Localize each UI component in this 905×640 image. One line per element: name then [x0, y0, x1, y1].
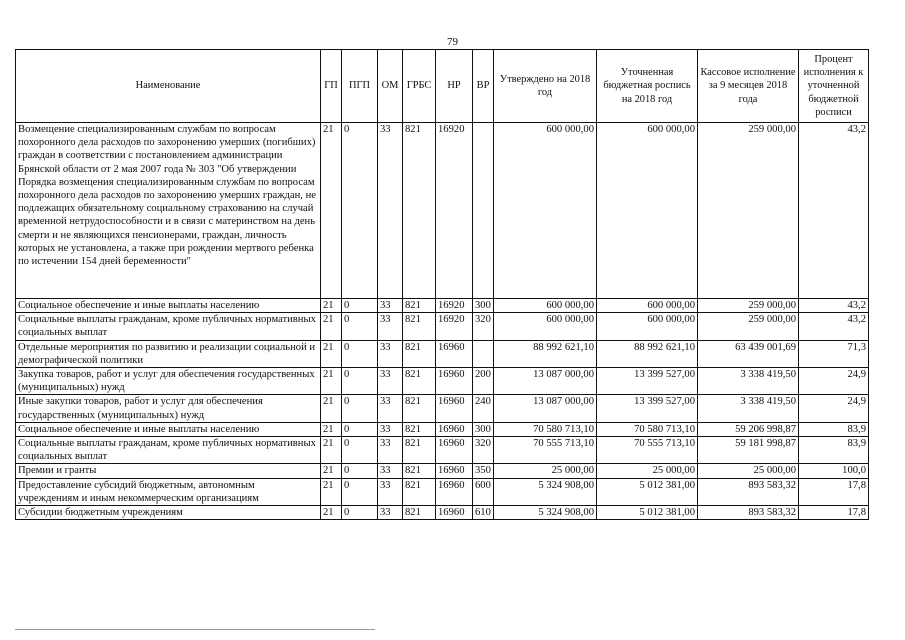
cell-refined: 88 992 621,10: [597, 340, 698, 367]
cell-refined: 13 399 527,00: [597, 368, 698, 395]
cell-refined: 25 000,00: [597, 464, 698, 478]
cell-vr: [473, 123, 494, 299]
col-header-percent: Процент исполнения к уточненной бюджетной росписи: [799, 50, 869, 123]
cell-vr: 610: [473, 506, 494, 520]
cell-cash: 259 000,00: [698, 123, 799, 299]
cell-gp: 21: [321, 368, 342, 395]
cell-approved: 13 087 000,00: [494, 368, 597, 395]
cell-approved: 600 000,00: [494, 123, 597, 299]
cell-nr: 16960: [436, 422, 473, 436]
cell-refined: 5 012 381,00: [597, 478, 698, 505]
cell-approved: 5 324 908,00: [494, 506, 597, 520]
cell-pgp: 0: [342, 478, 378, 505]
cell-gp: 21: [321, 478, 342, 505]
table-row: [16, 123, 869, 299]
cell-approved: 25 000,00: [494, 464, 597, 478]
cell-nr: 16960: [436, 506, 473, 520]
table-row: [16, 437, 869, 464]
col-header-approved: Утверждено на 2018 год: [494, 50, 597, 123]
cell-nr: 16960: [436, 464, 473, 478]
cell-approved: 70 580 713,10: [494, 422, 597, 436]
cell-vr: 600: [473, 478, 494, 505]
table-row: [16, 506, 869, 520]
cell-name: Социальное обеспечение и иные выплаты населению: [16, 299, 321, 313]
cell-name: Иные закупки товаров, работ и услуг для обеспечения государственных (муниципальных) нужд: [16, 395, 321, 422]
cell-pgp: 0: [342, 437, 378, 464]
cell-gp: 21: [321, 437, 342, 464]
col-header-refined: Уточненная бюджетная роспись на 2018 год: [597, 50, 698, 123]
cell-pgp: 0: [342, 422, 378, 436]
cell-refined: 600 000,00: [597, 299, 698, 313]
cell-percent: 24,9: [799, 368, 869, 395]
cell-cash: 893 583,32: [698, 478, 799, 505]
cell-percent: 24,9: [799, 395, 869, 422]
cell-name: Социальные выплаты гражданам, кроме публичных нормативных социальных выплат: [16, 313, 321, 340]
header-row: [16, 50, 869, 123]
cell-nr: 16920: [436, 313, 473, 340]
cell-approved: 600 000,00: [494, 313, 597, 340]
cell-pgp: 0: [342, 340, 378, 367]
cell-percent: 43,2: [799, 123, 869, 299]
cell-cash: 259 000,00: [698, 299, 799, 313]
cell-grbs: 821: [403, 478, 436, 505]
cell-grbs: 821: [403, 368, 436, 395]
cell-gp: 21: [321, 123, 342, 299]
cell-percent: 83,9: [799, 437, 869, 464]
cell-refined: 70 555 713,10: [597, 437, 698, 464]
cell-om: 33: [378, 395, 403, 422]
cell-grbs: 821: [403, 395, 436, 422]
cell-refined: 70 580 713,10: [597, 422, 698, 436]
cell-nr: 16920: [436, 123, 473, 299]
cell-percent: 100,0: [799, 464, 869, 478]
cell-pgp: 0: [342, 299, 378, 313]
cell-nr: 16960: [436, 368, 473, 395]
cell-name: Возмещение специализированным службам по вопросам похоронного дела расходов по захоронению умерших (погибших) граждан в соответствии с постановлением администрации Брянской области от 2 мая 2007 года № 303 "Об утверждении Порядка возмещения специализированным службам по вопросам похоронного дела расходов по захоронению умерших граждан, не подлежащих обязательному социальному страхованию на случай временной нетрудоспособности и в связи с материнством на день смерти и не являющихся пенсионерами, граждан, личность которых не установлена, а также при рождении мертвого ребенка по истечении 154 дней беременности": [16, 123, 321, 299]
cell-cash: 259 000,00: [698, 313, 799, 340]
table-row: [16, 313, 869, 340]
col-header-name: Наименование: [16, 50, 321, 123]
cell-name: Субсидии бюджетным учреждениям: [16, 506, 321, 520]
cell-percent: 17,8: [799, 478, 869, 505]
table-row: [16, 368, 869, 395]
cell-name: Отдельные мероприятия по развитию и реализации социальной и демографической политики: [16, 340, 321, 367]
cell-gp: 21: [321, 464, 342, 478]
cell-om: 33: [378, 368, 403, 395]
cell-om: 33: [378, 123, 403, 299]
cell-name: Предоставление субсидий бюджетным, автономным учреждениям и иным некоммерческим организациям: [16, 478, 321, 505]
col-header-vr: ВР: [473, 50, 494, 123]
col-header-nr: НР: [436, 50, 473, 123]
cell-grbs: 821: [403, 340, 436, 367]
cell-refined: 600 000,00: [597, 123, 698, 299]
cell-percent: 43,2: [799, 299, 869, 313]
cell-gp: 21: [321, 395, 342, 422]
cell-approved: 13 087 000,00: [494, 395, 597, 422]
cell-om: 33: [378, 299, 403, 313]
cell-om: 33: [378, 422, 403, 436]
cell-om: 33: [378, 478, 403, 505]
table-row: [16, 395, 869, 422]
bottom-rule: [15, 629, 375, 630]
cell-grbs: 821: [403, 422, 436, 436]
table-row: [16, 340, 869, 367]
cell-om: 33: [378, 340, 403, 367]
cell-om: 33: [378, 506, 403, 520]
cell-nr: 16960: [436, 478, 473, 505]
cell-pgp: 0: [342, 368, 378, 395]
budget-table: [15, 49, 869, 520]
cell-vr: 350: [473, 464, 494, 478]
cell-percent: 17,8: [799, 506, 869, 520]
table-row: [16, 478, 869, 505]
cell-cash: 25 000,00: [698, 464, 799, 478]
cell-vr: 300: [473, 422, 494, 436]
cell-nr: 16920: [436, 299, 473, 313]
cell-pgp: 0: [342, 313, 378, 340]
cell-pgp: 0: [342, 123, 378, 299]
cell-nr: 16960: [436, 437, 473, 464]
table-body: [16, 123, 869, 520]
col-header-pgp: ПГП: [342, 50, 378, 123]
cell-approved: 88 992 621,10: [494, 340, 597, 367]
cell-grbs: 821: [403, 123, 436, 299]
cell-name: Социальные выплаты гражданам, кроме публичных нормативных социальных выплат: [16, 437, 321, 464]
col-header-om: ОМ: [378, 50, 403, 123]
cell-approved: 600 000,00: [494, 299, 597, 313]
cell-om: 33: [378, 464, 403, 478]
cell-cash: 63 439 001,69: [698, 340, 799, 367]
table-row: [16, 464, 869, 478]
cell-grbs: 821: [403, 313, 436, 340]
cell-pgp: 0: [342, 464, 378, 478]
table-row: [16, 299, 869, 313]
cell-approved: 5 324 908,00: [494, 478, 597, 505]
cell-vr: 320: [473, 437, 494, 464]
table-row: [16, 422, 869, 436]
page-number: 79: [447, 36, 458, 48]
col-header-cash: Кассовое исполнение за 9 месяцев 2018 года: [698, 50, 799, 123]
cell-cash: 3 338 419,50: [698, 395, 799, 422]
col-header-gp: ГП: [321, 50, 342, 123]
cell-refined: 600 000,00: [597, 313, 698, 340]
cell-grbs: 821: [403, 506, 436, 520]
cell-percent: 83,9: [799, 422, 869, 436]
cell-nr: 16960: [436, 340, 473, 367]
cell-vr: 200: [473, 368, 494, 395]
cell-cash: 59 181 998,87: [698, 437, 799, 464]
cell-refined: 13 399 527,00: [597, 395, 698, 422]
cell-gp: 21: [321, 506, 342, 520]
cell-cash: 3 338 419,50: [698, 368, 799, 395]
cell-percent: 43,2: [799, 313, 869, 340]
cell-vr: 320: [473, 313, 494, 340]
cell-om: 33: [378, 313, 403, 340]
cell-vr: [473, 340, 494, 367]
cell-pgp: 0: [342, 395, 378, 422]
cell-cash: 893 583,32: [698, 506, 799, 520]
cell-pgp: 0: [342, 506, 378, 520]
cell-om: 33: [378, 437, 403, 464]
cell-gp: 21: [321, 313, 342, 340]
cell-vr: 300: [473, 299, 494, 313]
cell-gp: 21: [321, 340, 342, 367]
cell-refined: 5 012 381,00: [597, 506, 698, 520]
cell-grbs: 821: [403, 299, 436, 313]
cell-name: Социальное обеспечение и иные выплаты населению: [16, 422, 321, 436]
cell-gp: 21: [321, 299, 342, 313]
col-header-grbs: ГРБС: [403, 50, 436, 123]
cell-name: Закупка товаров, работ и услуг для обеспечения государственных (муниципальных) нужд: [16, 368, 321, 395]
cell-vr: 240: [473, 395, 494, 422]
cell-gp: 21: [321, 422, 342, 436]
cell-approved: 70 555 713,10: [494, 437, 597, 464]
cell-nr: 16960: [436, 395, 473, 422]
cell-grbs: 821: [403, 437, 436, 464]
cell-grbs: 821: [403, 464, 436, 478]
cell-cash: 59 206 998,87: [698, 422, 799, 436]
cell-name: Премии и гранты: [16, 464, 321, 478]
cell-percent: 71,3: [799, 340, 869, 367]
